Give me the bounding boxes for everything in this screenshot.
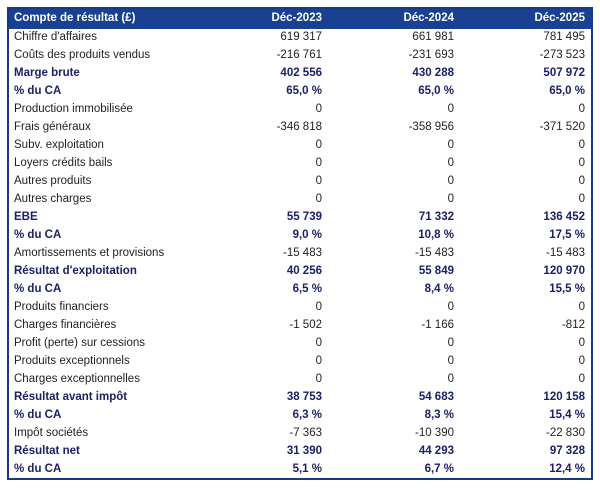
row-value-dec-2023: 6,3 % (292, 409, 322, 422)
row-value-dec-2024: 8,4 % (424, 283, 454, 296)
row-value-dec-2025: 17,5 % (549, 229, 585, 242)
row-value-dec-2025: 65,0 % (549, 85, 585, 98)
row-value-dec-2023: 31 390 (286, 445, 322, 458)
row-value-dec-2023: 0 (315, 355, 322, 368)
table-header-row (8, 8, 592, 29)
row-value-dec-2025: -22 830 (545, 427, 585, 440)
row-value-dec-2024: -10 390 (414, 427, 454, 440)
row-value-dec-2024: 71 332 (418, 211, 454, 224)
row-value-dec-2023: 38 753 (286, 391, 322, 404)
table-row (8, 335, 592, 353)
row-value-dec-2023: 0 (315, 193, 322, 206)
row-label: Coûts des produits vendus (14, 49, 151, 62)
table-row (8, 353, 592, 371)
table-row (8, 47, 592, 65)
row-value-dec-2025: 120 158 (543, 391, 585, 404)
row-value-dec-2025: 0 (578, 337, 585, 350)
row-label: Charges exceptionnelles (14, 373, 140, 386)
row-label: Produits financiers (14, 301, 109, 314)
row-value-dec-2025: 0 (578, 103, 585, 116)
income-statement-container (7, 7, 593, 480)
row-value-dec-2023: -216 761 (276, 49, 322, 62)
row-label: Frais généraux (14, 121, 91, 134)
table-row (8, 209, 592, 227)
column-header-dec-2023: Déc-2023 (196, 8, 328, 29)
row-label: Subv. exploitation (14, 139, 104, 152)
row-value-dec-2024: 0 (447, 157, 454, 170)
row-value-dec-2025: -812 (561, 319, 585, 332)
row-label: Résultat net (14, 445, 80, 458)
row-value-dec-2025: 781 495 (543, 31, 585, 44)
row-value-dec-2025: 97 328 (549, 445, 585, 458)
row-value-dec-2025: 12,4 % (549, 462, 585, 475)
row-value-dec-2025: 0 (578, 139, 585, 152)
row-value-dec-2023: 55 739 (286, 211, 322, 224)
row-value-dec-2024: 0 (447, 301, 454, 314)
row-value-dec-2024: 430 288 (412, 67, 454, 80)
row-label: Production immobilisée (14, 103, 133, 116)
row-value-dec-2024: 44 293 (418, 445, 454, 458)
row-value-dec-2025: 507 972 (543, 67, 585, 80)
table-row (8, 83, 592, 101)
row-label: Amortissements et provisions (14, 247, 165, 260)
row-value-dec-2023: 402 556 (280, 67, 322, 80)
row-label: Profit (perte) sur cessions (14, 337, 146, 350)
row-value-dec-2023: 5,1 % (292, 462, 322, 475)
income-statement-table (7, 7, 593, 480)
row-label: % du CA (14, 229, 62, 242)
row-value-dec-2024: 54 683 (418, 391, 454, 404)
row-value-dec-2024: 0 (447, 355, 454, 368)
row-label: % du CA (14, 462, 62, 475)
table-row (8, 119, 592, 137)
table-row (8, 155, 592, 173)
row-label: Produits exceptionnels (14, 355, 130, 368)
row-value-dec-2025: 0 (578, 175, 585, 188)
table-row (8, 461, 592, 479)
row-value-dec-2023: 0 (315, 373, 322, 386)
row-label: % du CA (14, 283, 62, 296)
row-value-dec-2023: 0 (315, 337, 322, 350)
row-value-dec-2025: 120 970 (543, 265, 585, 278)
row-label: Loyers crédits bails (14, 157, 113, 170)
column-header-dec-2025: Déc-2025 (460, 8, 592, 29)
row-value-dec-2025: -273 523 (539, 49, 585, 62)
row-value-dec-2025: 15,4 % (549, 409, 585, 422)
table-row (8, 101, 592, 119)
row-label: Chiffre d'affaires (14, 31, 97, 44)
row-value-dec-2023: 6,5 % (292, 283, 322, 296)
column-header-dec-2024: Déc-2024 (328, 8, 460, 29)
row-value-dec-2024: 661 981 (412, 31, 454, 44)
row-value-dec-2024: 0 (447, 139, 454, 152)
row-label: EBE (14, 211, 38, 224)
row-value-dec-2023: 0 (315, 103, 322, 116)
table-row (8, 191, 592, 209)
row-value-dec-2025: 136 452 (543, 211, 585, 224)
row-value-dec-2025: 0 (578, 193, 585, 206)
row-value-dec-2025: -15 483 (545, 247, 585, 260)
row-value-dec-2023: 0 (315, 139, 322, 152)
row-label: Autres charges (14, 193, 92, 206)
row-label: Autres produits (14, 175, 92, 188)
table-head (8, 8, 592, 29)
table-row (8, 65, 592, 83)
row-label: Impôt sociétés (14, 427, 89, 440)
table-row (8, 173, 592, 191)
row-value-dec-2023: 9,0 % (292, 229, 322, 242)
table-row (8, 389, 592, 407)
row-value-dec-2024: 0 (447, 103, 454, 116)
row-value-dec-2025: -371 520 (539, 121, 585, 134)
table-row (8, 425, 592, 443)
row-value-dec-2024: -1 166 (421, 319, 454, 332)
table-row (8, 263, 592, 281)
row-value-dec-2023: -346 818 (276, 121, 322, 134)
row-value-dec-2024: -358 956 (408, 121, 454, 134)
row-value-dec-2023: -7 363 (289, 427, 322, 440)
row-label: Résultat d'exploitation (14, 265, 137, 278)
row-value-dec-2024: 0 (447, 337, 454, 350)
table-row (8, 317, 592, 335)
table-title: Compte de résultat (£) (8, 8, 196, 29)
row-value-dec-2025: 0 (578, 301, 585, 314)
row-value-dec-2023: 0 (315, 301, 322, 314)
row-value-dec-2024: 10,8 % (418, 229, 454, 242)
row-value-dec-2024: 8,3 % (424, 409, 454, 422)
row-value-dec-2024: 55 849 (418, 265, 454, 278)
row-value-dec-2023: 0 (315, 157, 322, 170)
row-label: Résultat avant impôt (14, 391, 128, 404)
row-value-dec-2025: 0 (578, 157, 585, 170)
row-value-dec-2024: -15 483 (414, 247, 454, 260)
row-value-dec-2023: -15 483 (282, 247, 322, 260)
row-value-dec-2024: -231 693 (408, 49, 454, 62)
row-value-dec-2025: 0 (578, 355, 585, 368)
table-row (8, 137, 592, 155)
row-label: Marge brute (14, 67, 80, 80)
table-row (8, 227, 592, 245)
row-value-dec-2024: 0 (447, 175, 454, 188)
row-value-dec-2024: 6,7 % (424, 462, 454, 475)
row-value-dec-2024: 0 (447, 193, 454, 206)
row-value-dec-2023: -1 502 (289, 319, 322, 332)
table-row (8, 407, 592, 425)
row-value-dec-2025: 15,5 % (549, 283, 585, 296)
table-row (8, 299, 592, 317)
row-value-dec-2023: 619 317 (280, 31, 322, 44)
table-row (8, 29, 592, 47)
table-row (8, 371, 592, 389)
row-label: % du CA (14, 409, 62, 422)
table-row (8, 443, 592, 461)
row-label: Charges financières (14, 319, 117, 332)
row-value-dec-2023: 65,0 % (286, 85, 322, 98)
table-body (8, 29, 592, 479)
row-value-dec-2023: 40 256 (286, 265, 322, 278)
row-value-dec-2023: 0 (315, 175, 322, 188)
table-row (8, 245, 592, 263)
row-label: % du CA (14, 85, 62, 98)
row-value-dec-2024: 65,0 % (418, 85, 454, 98)
row-value-dec-2024: 0 (447, 373, 454, 386)
row-value-dec-2025: 0 (578, 373, 585, 386)
table-row (8, 281, 592, 299)
